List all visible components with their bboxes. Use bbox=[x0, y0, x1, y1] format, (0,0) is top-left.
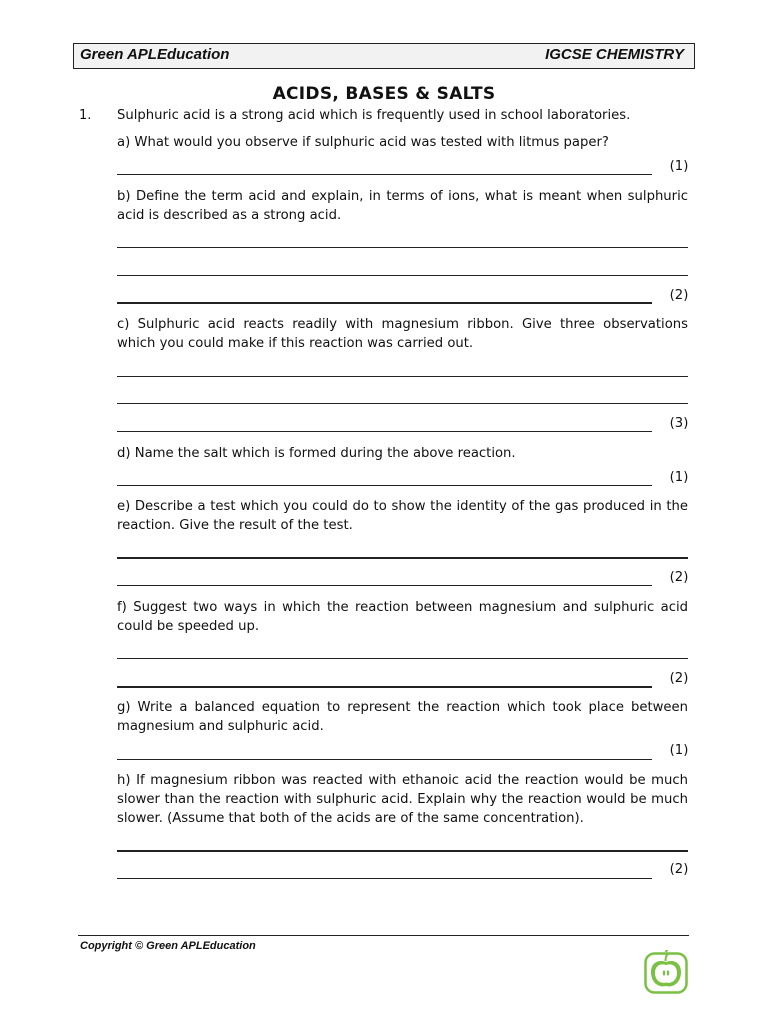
header-left-text: Green APLEducation bbox=[80, 46, 230, 63]
part-d-marks: (1) bbox=[669, 470, 689, 485]
answer-line-h2[interactable] bbox=[117, 878, 652, 879]
part-h-text: h) If magnesium ribbon was reacted with ethanoic acid the reaction would be much slower than the reaction with sulphuric acid. Explain why the reaction would be much slower. (Assume that both of the acids are of the same concentration). bbox=[117, 773, 688, 826]
answer-line-b1[interactable] bbox=[117, 247, 688, 248]
part-e-text: e) Describe a test which you could do to show the identity of the gas produced in the reaction. Give the result of the test. bbox=[117, 499, 688, 533]
part-a-text: a) What would you observe if sulphuric acid was tested with litmus paper? bbox=[117, 135, 609, 150]
answer-line-c1[interactable] bbox=[117, 376, 688, 377]
answer-line-e2[interactable] bbox=[117, 585, 652, 586]
part-g-text: g) Write a balanced equation to represent the reaction which took place between magnesium and sulphuric acid. bbox=[117, 700, 688, 734]
part-b-marks: (2) bbox=[669, 288, 689, 303]
question-intro: Sulphuric acid is a strong acid which is frequently used in school laboratories. bbox=[117, 108, 631, 123]
answer-line-b2[interactable] bbox=[117, 275, 688, 276]
part-d-text: d) Name the salt which is formed during the above reaction. bbox=[117, 446, 516, 461]
question-number: 1. bbox=[79, 108, 92, 123]
part-c-marks: (3) bbox=[669, 416, 689, 431]
footer-copyright: Copyright © Green APLEducation bbox=[80, 940, 256, 952]
answer-line-g1[interactable] bbox=[117, 759, 652, 760]
answer-line-f1[interactable] bbox=[117, 658, 688, 659]
answer-line-a1[interactable] bbox=[117, 174, 652, 175]
answer-line-f2[interactable] bbox=[117, 686, 652, 688]
answer-line-h1[interactable] bbox=[117, 850, 688, 852]
part-g-marks: (1) bbox=[669, 743, 689, 758]
answer-line-e1[interactable] bbox=[117, 557, 688, 559]
part-h-marks: (2) bbox=[669, 862, 689, 877]
part-f-text: f) Suggest two ways in which the reaction between magnesium and sulphuric acid could be speeded up. bbox=[117, 600, 688, 634]
part-b-text: b) Define the term acid and explain, in terms of ions, what is meant when sulphuric acid is described as a strong acid. bbox=[117, 189, 688, 223]
answer-line-c3[interactable] bbox=[117, 431, 652, 432]
answer-line-c2[interactable] bbox=[117, 403, 688, 404]
part-a-marks: (1) bbox=[669, 159, 689, 174]
green-apple-logo-icon bbox=[644, 950, 688, 994]
header-right-text: IGCSE CHEMISTRY bbox=[545, 46, 684, 63]
page-title: ACIDS, BASES & SALTS bbox=[272, 84, 496, 104]
footer-divider bbox=[78, 935, 689, 936]
answer-line-b3[interactable] bbox=[117, 302, 652, 304]
part-f-marks: (2) bbox=[669, 671, 689, 686]
part-c-text: c) Sulphuric acid reacts readily with magnesium ribbon. Give three observations which you could make if this reaction was carried out. bbox=[117, 317, 688, 351]
part-e-marks: (2) bbox=[669, 570, 689, 585]
answer-line-d1[interactable] bbox=[117, 485, 652, 486]
